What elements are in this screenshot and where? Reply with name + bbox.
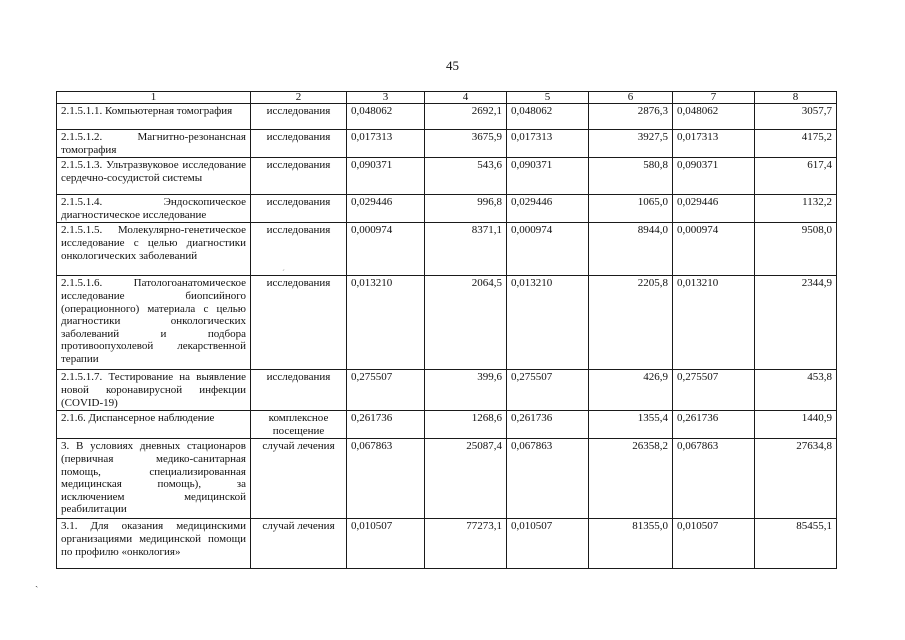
value-cell: 0,010507 bbox=[673, 519, 755, 569]
value-cell: 9508,0 bbox=[755, 223, 837, 276]
value-cell: 2344,9 bbox=[755, 276, 837, 370]
row-unit: исследования bbox=[251, 130, 347, 158]
value-cell: 0,261736 bbox=[507, 411, 589, 439]
value-cell: 0,017313 bbox=[673, 130, 755, 158]
row-name: 2.1.5.1.7. Тестирование на выявление новой коронавирусной инфекции (COVID-19) bbox=[57, 370, 251, 411]
row-unit: исследования bbox=[251, 370, 347, 411]
page-number: 45 bbox=[446, 58, 459, 73]
value-cell: 25087,4 bbox=[425, 439, 507, 519]
value-cell: 85455,1 bbox=[755, 519, 837, 569]
value-cell: 0,048062 bbox=[347, 104, 425, 130]
row-name: 2.1.6. Диспансерное наблюдение bbox=[57, 411, 251, 439]
value-cell: 2692,1 bbox=[425, 104, 507, 130]
value-cell: 0,013210 bbox=[673, 276, 755, 370]
value-cell: 0,067863 bbox=[673, 439, 755, 519]
value-cell: 0,010507 bbox=[507, 519, 589, 569]
value-cell: 1268,6 bbox=[425, 411, 507, 439]
row-name: 3. В условиях дневных стационаров (первичная медико-санитарная помощь, специализированная медицинская помощь), за исключением медицинской реабилитации bbox=[57, 439, 251, 519]
row-unit: случай лечения bbox=[251, 439, 347, 519]
value-cell: 0,029446 bbox=[673, 195, 755, 223]
row-name: 2.1.5.1.1. Компьютерная томография bbox=[57, 104, 251, 130]
value-cell: 2064,5 bbox=[425, 276, 507, 370]
value-cell: 0,013210 bbox=[347, 276, 425, 370]
table-row bbox=[57, 158, 837, 195]
value-cell: 27634,8 bbox=[755, 439, 837, 519]
value-cell: 0,048062 bbox=[673, 104, 755, 130]
value-cell: 0,017313 bbox=[347, 130, 425, 158]
value-cell: 0,017313 bbox=[507, 130, 589, 158]
value-cell: 0,067863 bbox=[507, 439, 589, 519]
value-cell: 77273,1 bbox=[425, 519, 507, 569]
value-cell: 0,261736 bbox=[673, 411, 755, 439]
column-header: 5 bbox=[507, 92, 589, 104]
value-cell: 0,010507 bbox=[347, 519, 425, 569]
table-row bbox=[57, 519, 837, 569]
value-cell: 0,261736 bbox=[347, 411, 425, 439]
value-cell: 580,8 bbox=[589, 158, 673, 195]
row-name: 3.1. Для оказания медицинскими организациями медицинской помощи по профилю «онкология» bbox=[57, 519, 251, 569]
table-row bbox=[57, 130, 837, 158]
row-name: 2.1.5.1.2. Магнитно-резонансная томография bbox=[57, 130, 251, 158]
table-row bbox=[57, 439, 837, 519]
row-name: 2.1.5.1.3. Ультразвуковое исследование сердечно-сосудистой системы bbox=[57, 158, 251, 195]
value-cell: 0,067863 bbox=[347, 439, 425, 519]
table-row bbox=[57, 411, 837, 439]
value-cell: 0,000974 bbox=[673, 223, 755, 276]
value-cell: 426,9 bbox=[589, 370, 673, 411]
value-cell: 453,8 bbox=[755, 370, 837, 411]
value-cell: 26358,2 bbox=[589, 439, 673, 519]
value-cell: 0,000974 bbox=[507, 223, 589, 276]
row-unit: исследования bbox=[251, 104, 347, 130]
value-cell: 3675,9 bbox=[425, 130, 507, 158]
row-name: 2.1.5.1.5. Молекулярно-генетическое исследование с целью диагностики онкологических заболеваний bbox=[57, 223, 251, 276]
table-row bbox=[57, 223, 837, 276]
value-cell: 8371,1 bbox=[425, 223, 507, 276]
value-cell: 0,275507 bbox=[673, 370, 755, 411]
stray-mark: ˎ bbox=[35, 577, 39, 588]
value-cell: 0,090371 bbox=[347, 158, 425, 195]
table-body bbox=[57, 92, 837, 569]
value-cell: 399,6 bbox=[425, 370, 507, 411]
value-cell: 0,013210 bbox=[507, 276, 589, 370]
value-cell: 0,048062 bbox=[507, 104, 589, 130]
column-header: 2 bbox=[251, 92, 347, 104]
column-header: 7 bbox=[673, 92, 755, 104]
value-cell: 1065,0 bbox=[589, 195, 673, 223]
value-cell: 2205,8 bbox=[589, 276, 673, 370]
column-header: 4 bbox=[425, 92, 507, 104]
column-header: 8 bbox=[755, 92, 837, 104]
value-cell: 0,029446 bbox=[507, 195, 589, 223]
value-cell: 0,275507 bbox=[347, 370, 425, 411]
value-cell: 0,275507 bbox=[507, 370, 589, 411]
table-row bbox=[57, 370, 837, 411]
row-name: 2.1.5.1.6. Патологоанатомическое исследование биопсийного (операционного) материала с целью диагностики онкологических заболеваний и подбора противоопухолевой лекарственной терапии bbox=[57, 276, 251, 370]
value-cell: 0,029446 bbox=[347, 195, 425, 223]
column-header: 1 bbox=[57, 92, 251, 104]
value-cell: 3057,7 bbox=[755, 104, 837, 130]
column-header: 6 bbox=[589, 92, 673, 104]
value-cell: 1132,2 bbox=[755, 195, 837, 223]
column-number-row bbox=[57, 92, 837, 104]
faint-mark: ˊ bbox=[282, 268, 285, 278]
value-cell: 1355,4 bbox=[589, 411, 673, 439]
row-unit: случай лечения bbox=[251, 519, 347, 569]
value-cell: 543,6 bbox=[425, 158, 507, 195]
table-row bbox=[57, 104, 837, 130]
row-name: 2.1.5.1.4. Эндоскопическое диагностическое исследование bbox=[57, 195, 251, 223]
value-cell: 2876,3 bbox=[589, 104, 673, 130]
value-cell: 1440,9 bbox=[755, 411, 837, 439]
value-cell: 81355,0 bbox=[589, 519, 673, 569]
value-cell: 0,000974 bbox=[347, 223, 425, 276]
column-header: 3 bbox=[347, 92, 425, 104]
value-cell: 8944,0 bbox=[589, 223, 673, 276]
row-unit: исследования bbox=[251, 195, 347, 223]
value-cell: 0,090371 bbox=[673, 158, 755, 195]
row-unit: исследования bbox=[251, 158, 347, 195]
data-table bbox=[56, 91, 837, 569]
table-row bbox=[57, 276, 837, 370]
value-cell: 617,4 bbox=[755, 158, 837, 195]
row-unit: исследования bbox=[251, 276, 347, 370]
value-cell: 3927,5 bbox=[589, 130, 673, 158]
row-unit: исследования bbox=[251, 223, 347, 276]
row-unit: комплексное посещение bbox=[251, 411, 347, 439]
value-cell: 996,8 bbox=[425, 195, 507, 223]
value-cell: 4175,2 bbox=[755, 130, 837, 158]
value-cell: 0,090371 bbox=[507, 158, 589, 195]
table-row bbox=[57, 195, 837, 223]
